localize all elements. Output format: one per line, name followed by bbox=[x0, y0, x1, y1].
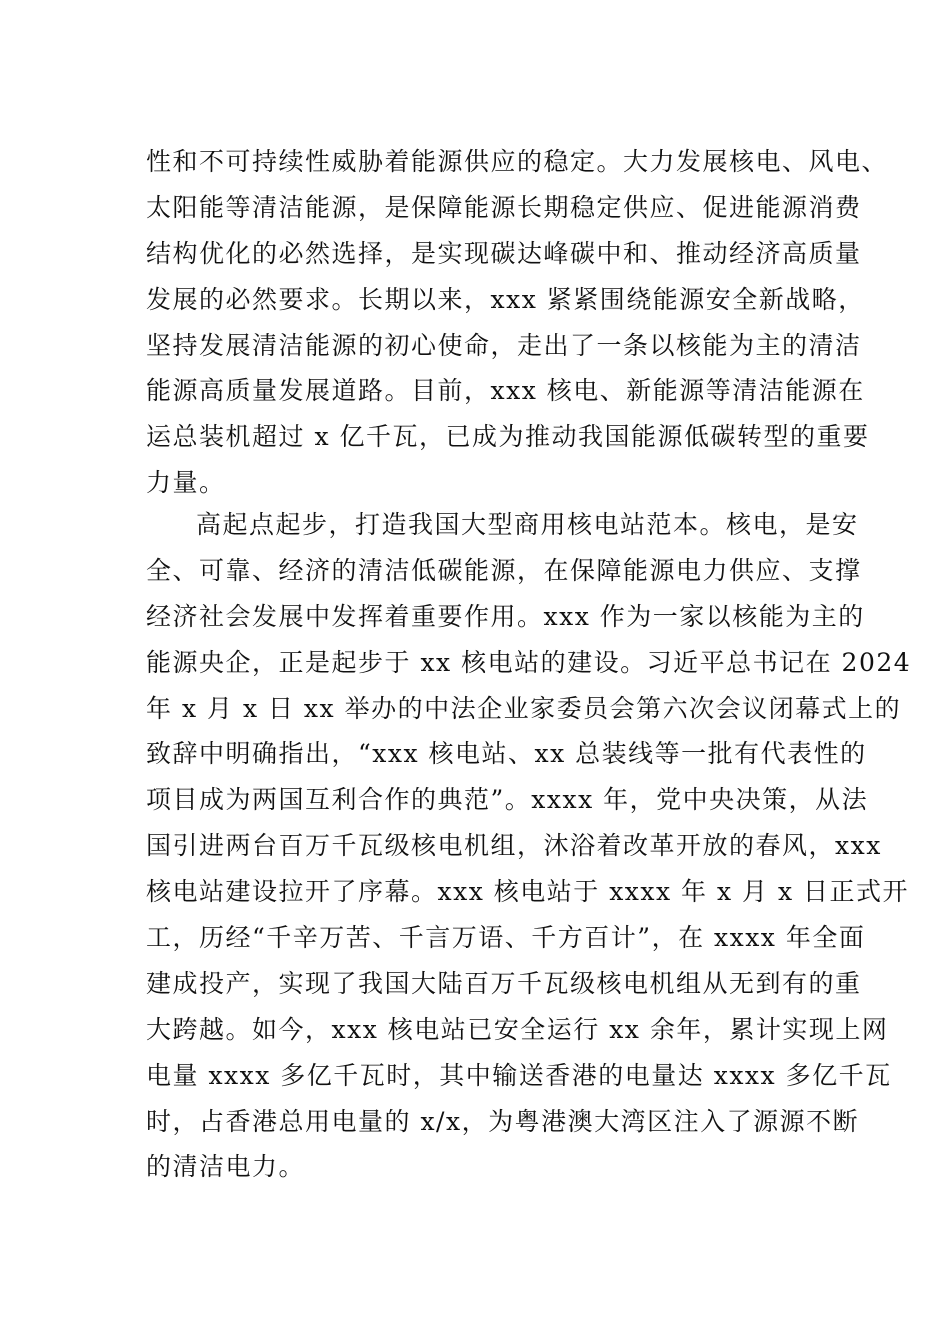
paragraph-line: 运总装机超过 x 亿千瓦，已成为推动我国能源低碳转型的重要 bbox=[146, 422, 870, 452]
paragraph-line: 太阳能等清洁能源，是保障能源长期稳定供应、促进能源消费 bbox=[146, 192, 862, 222]
paragraph-line: 经济社会发展中发挥着重要作用。xxx 作为一家以核能为主的 bbox=[146, 601, 865, 631]
paragraph-1 bbox=[146, 139, 889, 506]
paragraph-first-line: 高起点起步，打造我国大型商用核电站范本。核电，是安 bbox=[196, 510, 859, 539]
paragraph-line: 能源高质量发展道路。目前，xxx 核电、新能源等清洁能源在 bbox=[146, 376, 865, 406]
paragraph-line: 结构优化的必然选择，是实现碳达峰碳中和、推动经济高质量 bbox=[146, 238, 862, 268]
paragraph-line: 坚持发展清洁能源的初心使命，走出了一条以核能为主的清洁 bbox=[146, 330, 862, 360]
paragraph-line: 致辞中明确指出，“xxx 核电站、xx 总装线等一批有代表性的 bbox=[146, 739, 867, 769]
paragraph-line: 电量 xxxx 多亿千瓦时，其中输送香港的电量达 xxxx 多亿千瓦 bbox=[146, 1060, 892, 1090]
paragraph-line: 建成投产，实现了我国大陆百万千瓦级核电机组从无到有的重 bbox=[146, 968, 862, 998]
paragraph-line: 国引进两台百万千瓦级核电机组，沐浴着改革开放的春风，xxx bbox=[146, 831, 882, 861]
paragraph-line: 时，占香港总用电量的 x/x，为粤港澳大湾区注入了源源不断 bbox=[146, 1106, 860, 1136]
paragraph-line: 性和不可持续性威胁着能源供应的稳定。大力发展核电、风电、 bbox=[146, 147, 889, 176]
paragraph-line: 项目成为两国互利合作的典范”。xxxx 年，党中央决策，从法 bbox=[146, 785, 869, 815]
paragraph-line: 年 x 月 x 日 xx 举办的中法企业家委员会第六次会议闭幕式上的 bbox=[146, 693, 902, 723]
paragraph-2 bbox=[146, 502, 912, 1190]
paragraph-line: 工，历经“千辛万苦、千言万语、千方百计”，在 xxxx 年全面 bbox=[146, 923, 866, 953]
paragraph-line: 全、可靠、经济的清洁低碳能源，在保障能源电力供应、支撑 bbox=[146, 555, 862, 585]
paragraph-line: 发展的必然要求。长期以来，xxx 紧紧围绕能源安全新战略， bbox=[146, 284, 865, 314]
paragraph-line: 能源央企，正是起步于 xx 核电站的建设。习近平总书记在 2024 bbox=[146, 647, 912, 677]
paragraph-line: 核电站建设拉开了序幕。xxx 核电站于 xxxx 年 x 月 x 日正式开 bbox=[146, 877, 910, 907]
paragraph-line: 的清洁电力。 bbox=[146, 1152, 306, 1182]
paragraph-line: 力量。 bbox=[146, 468, 226, 498]
paragraph-line: 大跨越。如今，xxx 核电站已安全运行 xx 余年，累计实现上网 bbox=[146, 1014, 889, 1044]
